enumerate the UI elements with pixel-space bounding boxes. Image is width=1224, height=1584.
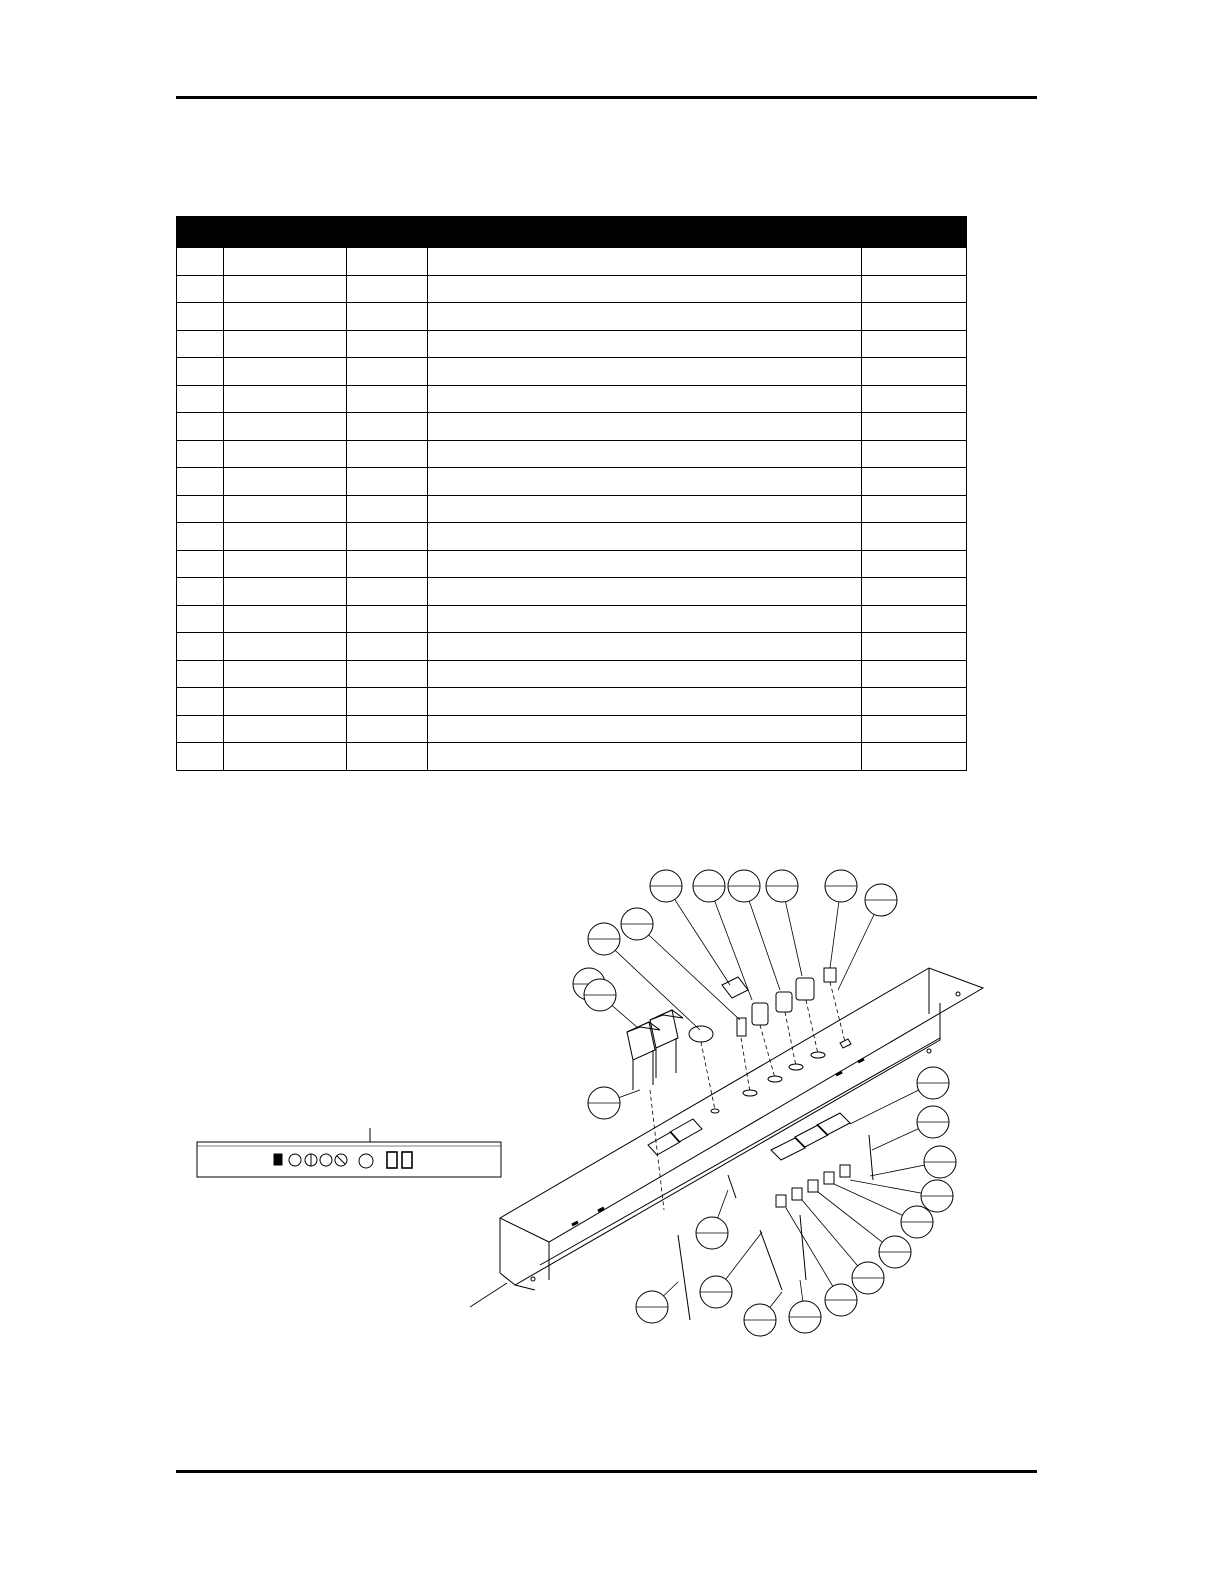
rocker-switch-right — [650, 1010, 683, 1078]
indicator-light-2 — [776, 992, 792, 1012]
rod-center — [800, 1215, 806, 1280]
rocker-switch-left — [627, 1022, 660, 1090]
rod-left — [678, 1235, 690, 1320]
small-switch — [824, 968, 836, 982]
footer-rule — [176, 1470, 1037, 1473]
pilot-light — [737, 1018, 746, 1036]
knob — [689, 1026, 713, 1042]
chassis-channel — [500, 968, 983, 1290]
callout-balloons — [573, 870, 956, 1336]
connector — [728, 1175, 736, 1198]
wire-lead — [760, 1230, 782, 1290]
front-panel-view — [197, 1128, 501, 1177]
indicator-light-1 — [752, 1003, 768, 1025]
indicator-light-3 — [796, 978, 814, 1000]
rod-right — [869, 1135, 873, 1180]
